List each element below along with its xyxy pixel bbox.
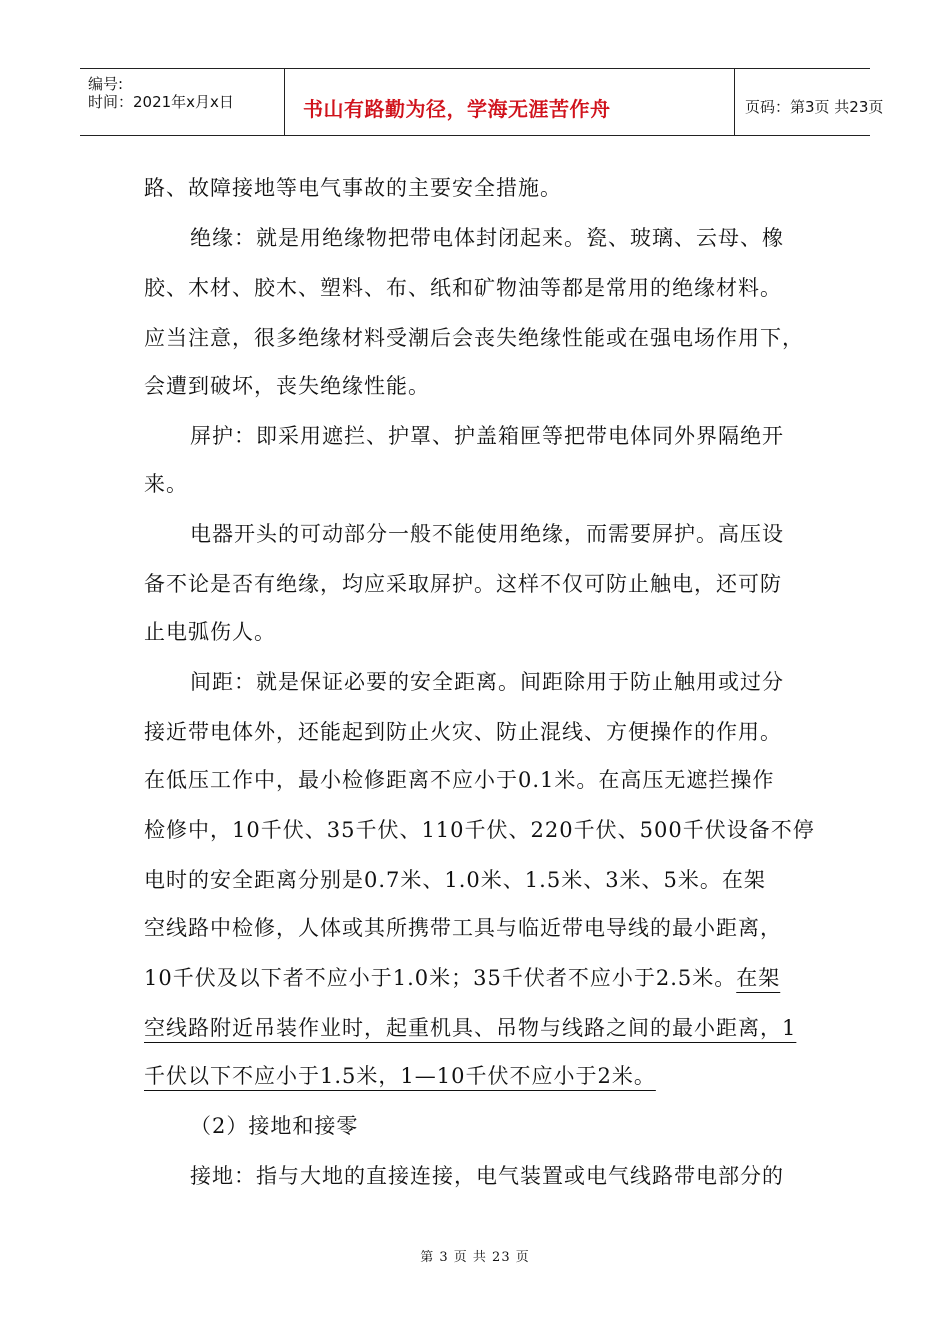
header-meta-cell (80, 69, 285, 135)
text-line: 在低压工作中，最小检修距离不应小于0.1米。在高压无遮拦操作 (144, 768, 775, 792)
text-line: 间距：就是保证必要的安全距离。间距除用于防止触用或过分 (190, 670, 784, 694)
text-line: 备不论是否有绝缘，均应采取屏护。这样不仅可防止触电，还可防 (144, 572, 782, 596)
text-line: 止电弧伤人。 (144, 620, 276, 644)
page-header (80, 68, 884, 136)
text-line: 会遭到破坏，丧失绝缘性能。 (144, 374, 430, 398)
text-line: 屏护：即采用遮拦、护罩、护盖箱匣等把带电体同外界隔绝开 (190, 424, 784, 448)
text-line-plain: 10千伏及以下者不应小于1.0米；35千伏者不应小于2.5米。 (144, 966, 737, 990)
text-line (144, 962, 780, 992)
header-page-info: 页码：第3页 共23页 (745, 98, 884, 116)
text-line: 路、故障接地等电气事故的主要安全措施。 (144, 176, 562, 200)
header-page-cell (735, 69, 884, 135)
document-number-label: 编号: (88, 75, 124, 93)
text-line: 电器开头的可动部分一般不能使用绝缘，而需要屏护。高压设 (190, 522, 784, 546)
page-footer: 第 3 页 共 23 页 (420, 1250, 530, 1265)
header-motto-cell (285, 69, 735, 135)
text-line: 接地：指与大地的直接连接，电气装置或电气线路带电部分的 (190, 1164, 784, 1188)
text-line: 来。 (144, 472, 188, 496)
text-line: 绝缘：就是用绝缘物把带电体封闭起来。瓷、玻璃、云母、橡 (190, 226, 784, 250)
text-line: 接近带电体外，还能起到防止火灾、防止混线、方便操作的作用。 (144, 720, 782, 744)
text-line: 空线路中检修，人体或其所携带工具与临近带电导线的最小距离， (144, 916, 782, 940)
underlined-text: 在架 (736, 966, 781, 990)
text-line: 电时的安全距离分别是0.7米、1.0米、1.5米、3米、5米。在架 (144, 868, 766, 892)
text-line: 胶、木材、胶木、塑料、布、纸和矿物油等都是常用的绝缘材料。 (144, 276, 782, 300)
underlined-text-line: 空线路附近吊装作业时，起重机具、吊物与线路之间的最小距离，1 (144, 1016, 797, 1040)
document-date: 时间：2021年x月x日 (88, 93, 234, 111)
header-motto: 书山有路勤为径，学海无涯苦作舟 (303, 97, 611, 121)
text-line: 应当注意，很多绝缘材料受潮后会丧失绝缘性能或在强电场作用下， (144, 326, 804, 350)
section-heading: （2）接地和接零 (190, 1114, 359, 1138)
text-line: 检修中，10千伏、35千伏、110千伏、220千伏、500千伏设备不停 (144, 818, 815, 842)
underlined-text-line: 千伏以下不应小于1.5米，1—10千伏不应小于2米。 (144, 1064, 656, 1088)
